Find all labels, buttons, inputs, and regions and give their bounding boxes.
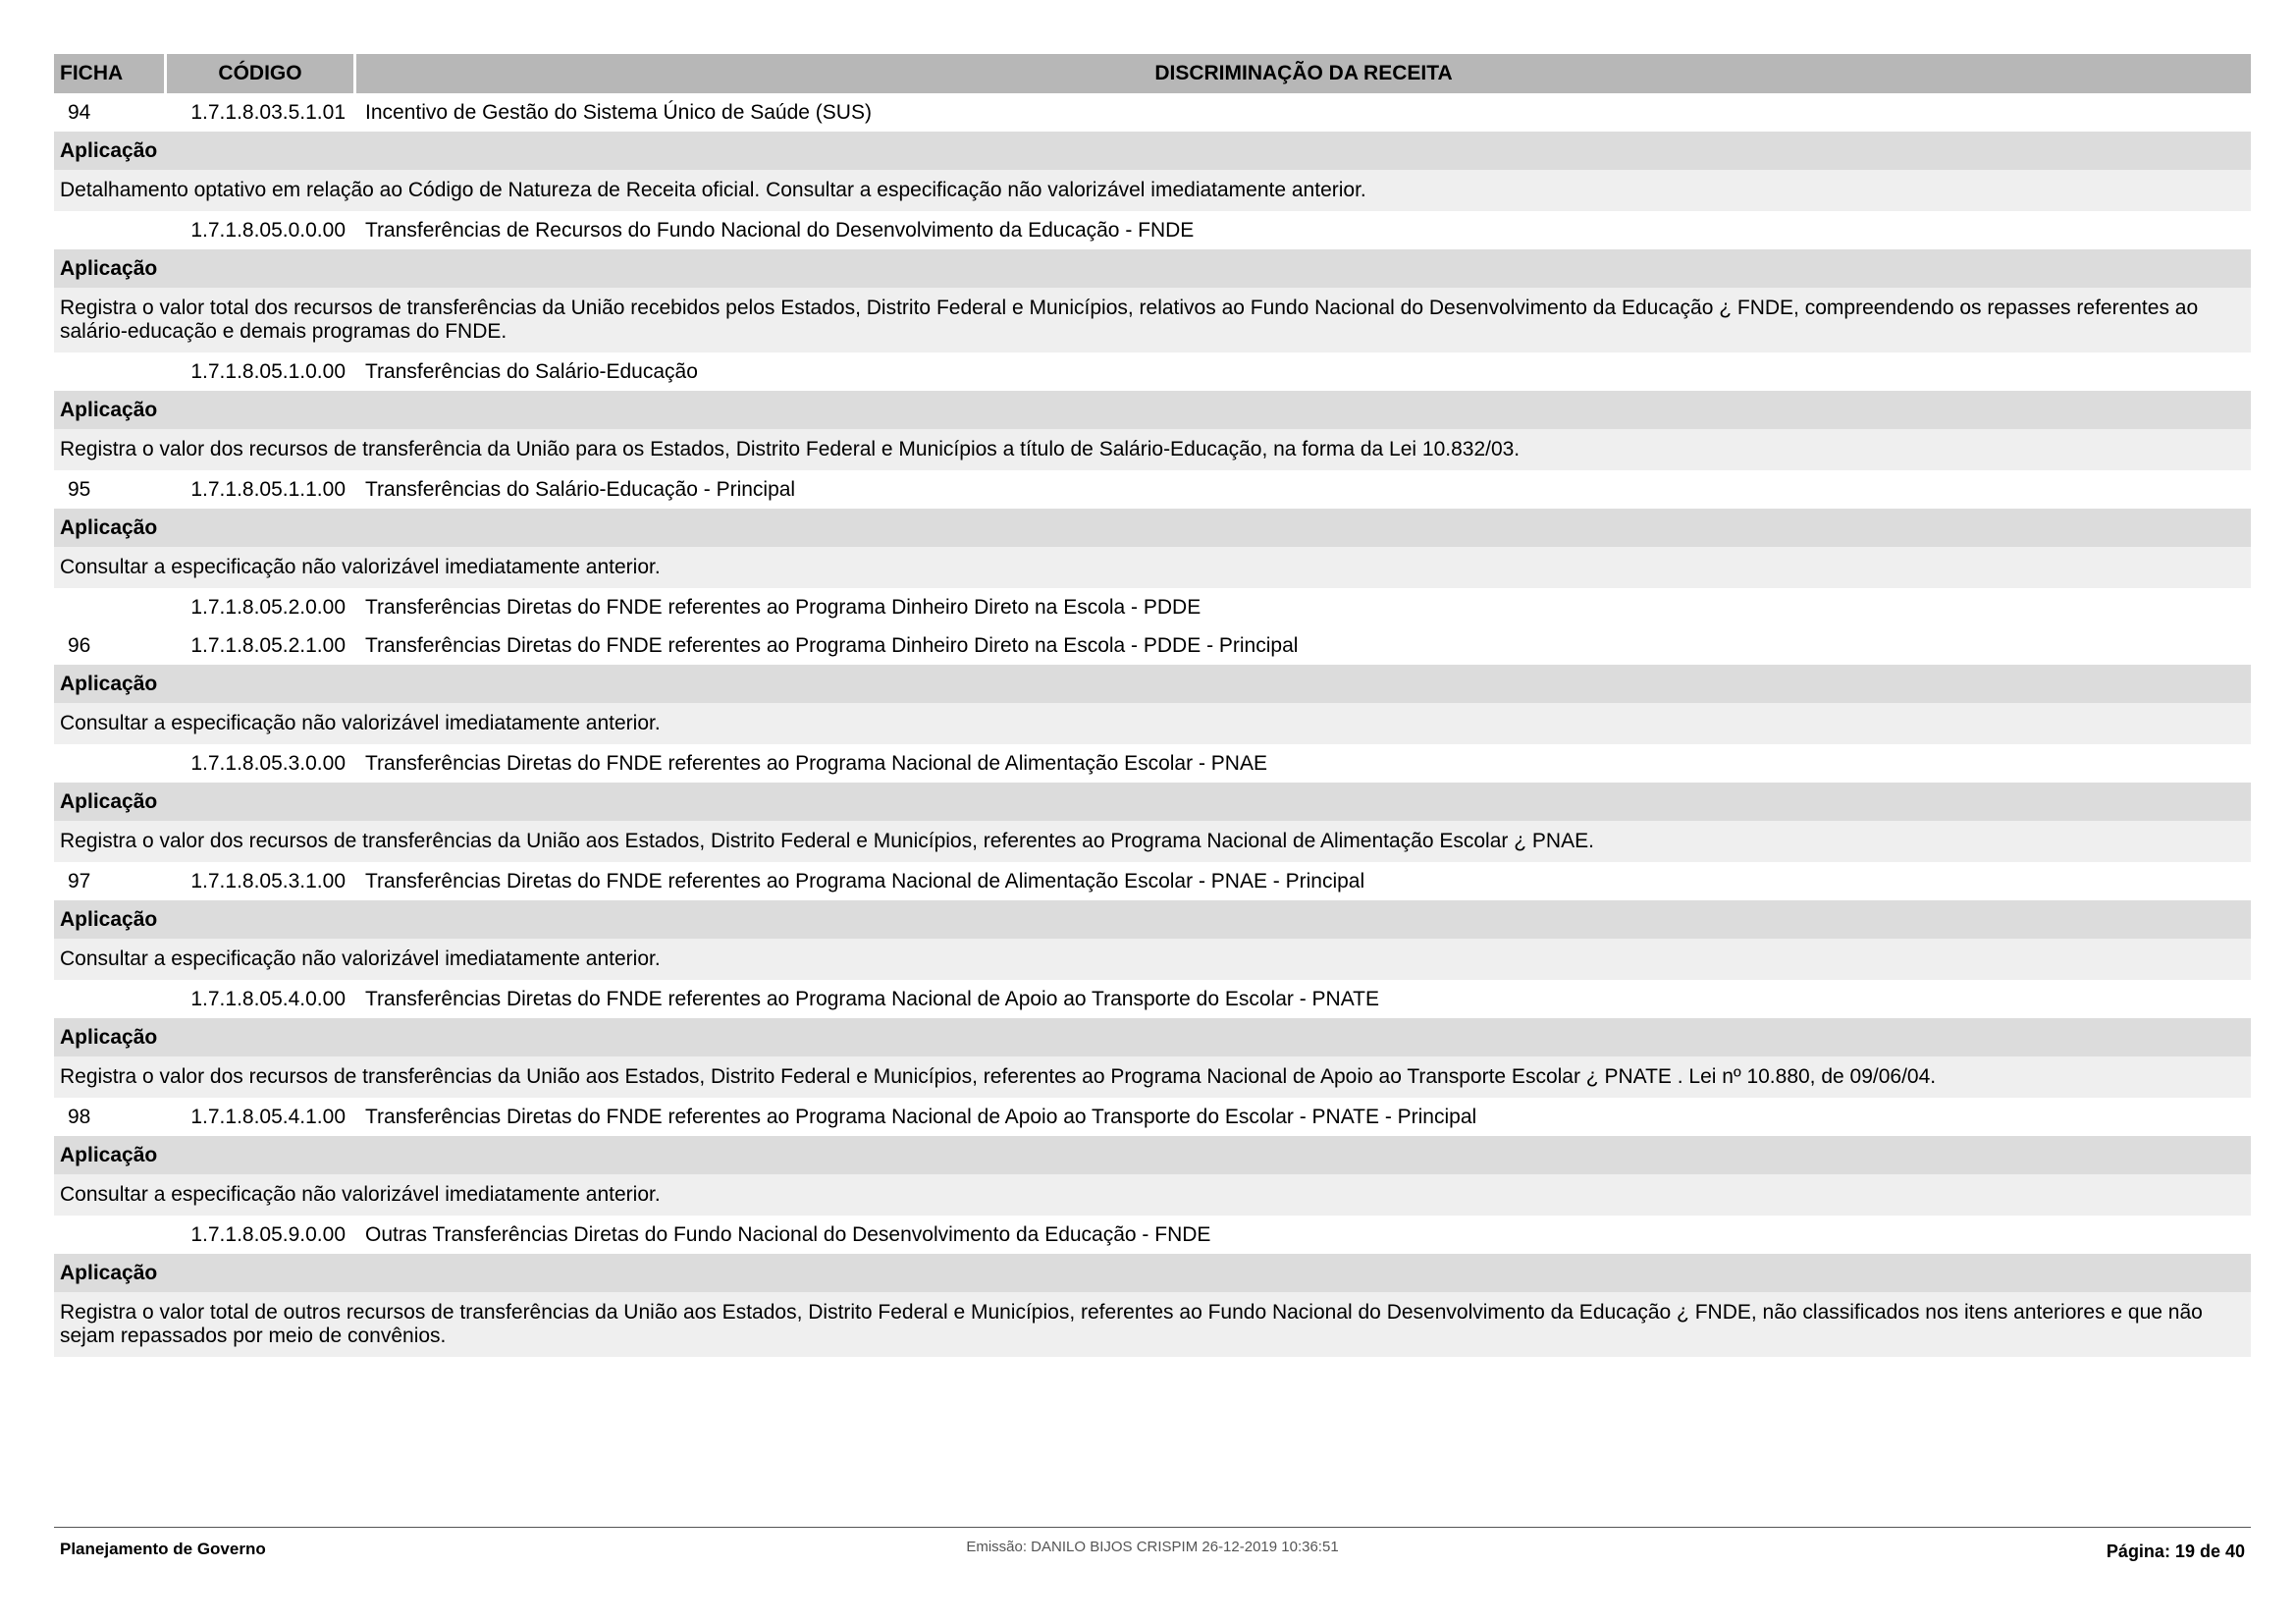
aplicacao-label: Aplicação xyxy=(54,1018,2251,1056)
codigo-cell: 1.7.1.8.05.0.0.00 xyxy=(190,218,346,242)
titulo-cell: Transferências do Salário-Educação xyxy=(365,359,698,383)
table-row xyxy=(54,626,2251,665)
aplicacao-label: Aplicação xyxy=(54,783,2251,821)
receita-table xyxy=(54,54,2251,1357)
footer-emission: Emissão: DANILO BIJOS CRISPIM 26-12-2019 10:36:51 xyxy=(966,1539,1339,1555)
titulo-cell: Transferências Diretas do FNDE referentes ao Programa Nacional de Apoio ao Transporte do Escolar - PNATE - Principal xyxy=(365,1105,1477,1128)
footer-page-number: Página: 19 de 40 xyxy=(2106,1542,2245,1561)
aplicacao-description: Consultar a especificação não valorizável imediatamente anterior. xyxy=(54,1174,2251,1216)
table-row xyxy=(54,352,2251,391)
aplicacao-description: Registra o valor dos recursos de transferência da União para os Estados, Distrito Federal e Municípios a título de Salário-Educação, na forma da Lei 10.832/03. xyxy=(54,429,2251,470)
ficha-cell: 97 xyxy=(68,869,91,893)
aplicacao-label: Aplicação xyxy=(54,665,2251,703)
header-ficha: FICHA xyxy=(54,54,164,93)
aplicacao-label: Aplicação xyxy=(54,391,2251,429)
table-header xyxy=(54,54,2251,93)
aplicacao-description: Consultar a especificação não valorizável imediatamente anterior. xyxy=(54,939,2251,980)
table-row xyxy=(54,862,2251,900)
codigo-cell: 1.7.1.8.05.2.1.00 xyxy=(190,633,346,657)
codigo-cell: 1.7.1.8.05.9.0.00 xyxy=(190,1222,346,1246)
aplicacao-label: Aplicação xyxy=(54,1254,2251,1292)
titulo-cell: Transferências Diretas do FNDE referentes ao Programa Dinheiro Direto na Escola - PDDE - Principal xyxy=(365,633,1299,657)
codigo-cell: 1.7.1.8.05.2.0.00 xyxy=(190,595,346,619)
titulo-cell: Outras Transferências Diretas do Fundo Nacional do Desenvolvimento da Educação - FNDE xyxy=(365,1222,1211,1246)
aplicacao-description: Registra o valor dos recursos de transferências da União aos Estados, Distrito Federal e Municípios, referentes ao Programa Nacional de Alimentação Escolar ¿ PNAE. xyxy=(54,821,2251,862)
footer-title: Planejamento de Governo xyxy=(60,1540,266,1558)
table-row xyxy=(54,1216,2251,1254)
aplicacao-label: Aplicação xyxy=(54,509,2251,547)
titulo-cell: Transferências Diretas do FNDE referentes ao Programa Dinheiro Direto na Escola - PDDE xyxy=(365,595,1201,619)
table-row xyxy=(54,211,2251,249)
titulo-cell: Transferências Diretas do FNDE referentes ao Programa Nacional de Alimentação Escolar - PNAE xyxy=(365,751,1267,775)
table-row xyxy=(54,1098,2251,1136)
page-footer xyxy=(54,1527,2251,1561)
aplicacao-description: Registra o valor total dos recursos de transferências da União recebidos pelos Estados, Distrito Federal e Municípios, relativos ao Fundo Nacional do Desenvolvimento da Educação ¿ FNDE, compreendendo os repasses referentes ao salário-educação e demais programas do FNDE. xyxy=(54,288,2251,352)
codigo-cell: 1.7.1.8.05.1.0.00 xyxy=(190,359,346,383)
titulo-cell: Transferências do Salário-Educação - Principal xyxy=(365,477,796,501)
aplicacao-description: Consultar a especificação não valorizável imediatamente anterior. xyxy=(54,703,2251,744)
header-codigo: CÓDIGO xyxy=(167,54,353,93)
codigo-cell: 1.7.1.8.05.4.1.00 xyxy=(190,1105,346,1128)
table-body xyxy=(54,93,2251,1357)
aplicacao-description: Registra o valor total de outros recursos de transferências da União aos Estados, Distrito Federal e Municípios, referentes ao Fundo Nacional do Desenvolvimento da Educação ¿ FNDE, não classificados nos itens anteriores e que não sejam repassados por meio de convênios. xyxy=(54,1292,2251,1357)
aplicacao-description: Registra o valor dos recursos de transferências da União aos Estados, Distrito Federal e Municípios, referentes ao Programa Nacional de Apoio ao Transporte Escolar ¿ PNATE . Lei nº 10.880, de 09/06/04. xyxy=(54,1056,2251,1098)
codigo-cell: 1.7.1.8.03.5.1.01 xyxy=(190,100,346,124)
aplicacao-label: Aplicação xyxy=(54,900,2251,939)
ficha-cell: 96 xyxy=(68,633,91,657)
aplicacao-label: Aplicação xyxy=(54,132,2251,170)
table-row xyxy=(54,470,2251,509)
codigo-cell: 1.7.1.8.05.3.1.00 xyxy=(190,869,346,893)
ficha-cell: 94 xyxy=(68,100,91,124)
codigo-cell: 1.7.1.8.05.1.1.00 xyxy=(190,477,346,501)
header-discriminacao: DISCRIMINAÇÃO DA RECEITA xyxy=(356,54,2251,93)
aplicacao-description: Consultar a especificação não valorizável imediatamente anterior. xyxy=(54,547,2251,588)
table-row xyxy=(54,980,2251,1018)
codigo-cell: 1.7.1.8.05.3.0.00 xyxy=(190,751,346,775)
titulo-cell: Transferências Diretas do FNDE referentes ao Programa Nacional de Apoio ao Transporte do Escolar - PNATE xyxy=(365,987,1379,1010)
ficha-cell: 98 xyxy=(68,1105,91,1128)
titulo-cell: Transferências de Recursos do Fundo Nacional do Desenvolvimento da Educação - FNDE xyxy=(365,218,1195,242)
aplicacao-label: Aplicação xyxy=(54,1136,2251,1174)
titulo-cell: Incentivo de Gestão do Sistema Único de Saúde (SUS) xyxy=(365,100,872,124)
aplicacao-label: Aplicação xyxy=(54,249,2251,288)
aplicacao-description: Detalhamento optativo em relação ao Código de Natureza de Receita oficial. Consultar a especificação não valorizável imediatamente anterior. xyxy=(54,170,2251,211)
table-row xyxy=(54,93,2251,132)
ficha-cell: 95 xyxy=(68,477,91,501)
codigo-cell: 1.7.1.8.05.4.0.00 xyxy=(190,987,346,1010)
table-row xyxy=(54,588,2251,626)
titulo-cell: Transferências Diretas do FNDE referentes ao Programa Nacional de Alimentação Escolar - PNAE - Principal xyxy=(365,869,1365,893)
table-row xyxy=(54,744,2251,783)
